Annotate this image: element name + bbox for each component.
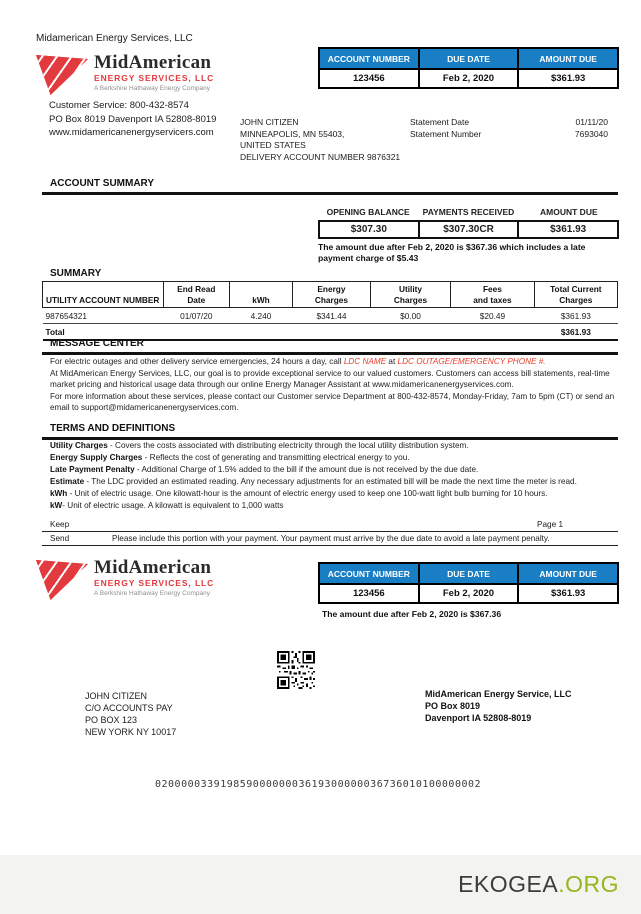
delivery-account-number: DELIVERY ACCOUNT NUMBER 9876321 [240, 151, 401, 162]
account-number-value: 123456 [319, 69, 419, 88]
col-end-read-date: End Read Date [163, 282, 229, 308]
cell-utility-account-number: 987654321 [43, 308, 164, 324]
logo-company-name-bottom: MidAmerican [94, 557, 212, 578]
amount-due-value-bottom: $361.93 [518, 584, 618, 603]
amount-due-header: AMOUNT DUE [518, 48, 618, 69]
col-fees-taxes: Fees and taxes [451, 282, 534, 308]
payer-city: NEW YORK NY 10017 [85, 727, 177, 737]
term-energy-supply-charges: Energy Supply Charges - Reflects the cost of generating and transmitting electrical energy to you. [50, 452, 410, 462]
amount-due-value-2: $361.93 [550, 224, 587, 235]
recipient-city: MINNEAPOLIS, MN 55403, [240, 128, 345, 139]
payee-pobox: PO Box 8019 [425, 701, 481, 711]
message-service-line: At MidAmerican Energy Services, LLC, our goal is to provide exceptional service to our valued customers. Customers can access bill statements, real-time market pricing and historical usage data through our online Energy Manager Assistant at www.midamericanenergyservices.com. [50, 368, 610, 390]
ekogea-logo [458, 871, 619, 898]
company-po-box: PO Box 8019 Davenport IA 52808-8019 [49, 113, 217, 125]
logo-text [94, 53, 214, 92]
logo-tagline-bottom: A Berkshire Hathaway Energy Company [94, 590, 210, 597]
recipient-country: UNITED STATES [240, 140, 306, 150]
ldc-phone-placeholder: LDC OUTAGE/EMERGENCY PHONE #. [397, 357, 546, 366]
account-number-header: ACCOUNT NUMBER [319, 48, 419, 69]
term-estimate: Estimate - The LDC provided an estimated reading. Any necessary adjustments for an estimated bill will be made the next time the meter is read. [50, 476, 577, 486]
company-name-top: Midamerican Energy Services, LLC [36, 33, 193, 44]
summary-table [42, 281, 618, 341]
summary-data-row [43, 308, 618, 324]
company-website: www.midamericanenergyservicers.com [49, 127, 214, 138]
total-label: Total [43, 324, 164, 341]
amount-due-value: $361.93 [518, 69, 618, 88]
midamerican-logo [36, 53, 214, 95]
message-center-heading: MESSAGE CENTER [42, 338, 618, 355]
page-number: Page 1 [537, 520, 563, 529]
summary-heading: SUMMARY [50, 268, 102, 279]
due-date-header: DUE DATE [419, 48, 519, 69]
logo-triangle-icon-bottom [36, 560, 88, 600]
account-number-header-bottom: ACCOUNT NUMBER [319, 563, 419, 584]
logo-text-bottom [94, 558, 214, 597]
term-late-payment-penalty: Late Payment Penalty - Additional Charge of 1.5% added to the bill if the amount due is not received by the due date. [50, 464, 479, 474]
late-payment-note: The amount due after Feb 2, 2020 is $367.36 which includes a late payment charge of $5.43 [318, 242, 586, 263]
term-utility-charges: Utility Charges - Covers the costs associated with distributing electricity through the local utility distribution system. [50, 441, 469, 450]
message-center-body [50, 356, 618, 414]
ekogea-name: EKOGEA [458, 871, 559, 897]
payer-pobox: PO BOX 123 [85, 715, 138, 725]
payments-received-header: PAYMENTS RECEIVED [422, 207, 515, 217]
ldc-name-placeholder: LDC NAME [343, 357, 387, 366]
qr-code [277, 651, 315, 689]
due-date-value: Feb 2, 2020 [419, 69, 519, 88]
amount-due-header-bottom: AMOUNT DUE [518, 563, 618, 584]
account-number-value-bottom: 123456 [319, 584, 419, 603]
cell-total-current-charges: $361.93 [534, 308, 617, 324]
payee-name: MidAmerican Energy Service, LLC [425, 689, 572, 699]
payee-address-block [425, 688, 572, 724]
opening-balance-header: OPENING BALANCE [326, 207, 410, 217]
balance-strip [318, 207, 619, 264]
ekogea-org-suffix: .ORG [558, 871, 619, 897]
cell-end-read-date: 01/07/20 [163, 308, 229, 324]
summary-header-row [43, 282, 618, 308]
amount-after-due-note: The amount due after Feb 2, 2020 is $367.36 [322, 609, 502, 619]
account-summary-box-top [318, 47, 619, 89]
footer-band [0, 855, 641, 914]
total-value: $361.93 [534, 324, 617, 341]
payments-received-value: $307.30CR [420, 222, 520, 237]
keep-row [42, 520, 618, 532]
statement-number-label: Statement Number [410, 128, 482, 139]
send-row [42, 534, 618, 546]
balance-headers [318, 207, 619, 217]
customer-service-block [49, 99, 216, 140]
payer-address-block [85, 690, 176, 738]
recipient-name: JOHN CITIZEN [240, 117, 299, 127]
midamerican-logo-bottom [36, 558, 214, 600]
logo-tagline: A Berkshire Hathaway Energy Company [94, 85, 210, 92]
account-summary-box-bottom [318, 562, 619, 604]
balance-values [318, 220, 619, 239]
send-label: Send [50, 534, 70, 543]
cell-fees-taxes: $20.49 [451, 308, 534, 324]
opening-balance-value: $307.30 [320, 222, 420, 237]
due-date-header-bottom: DUE DATE [419, 563, 519, 584]
keep-label: Keep [50, 520, 70, 529]
terms-heading: TERMS AND DEFINITIONS [42, 423, 618, 440]
term-kwh: kWh - Unit of electric usage. One kilowatt-hour is the amount of electric energy used to keep one 100-watt light bulb burning for 10 hours. [50, 488, 548, 498]
cell-utility-charges: $0.00 [370, 308, 451, 324]
statement-date-value: 01/11/20 [575, 117, 608, 127]
cell-kwh: 4.240 [229, 308, 292, 324]
term-kw: kW- Unit of electric usage. A kilowatt is equivalent to 1,000 watts [50, 500, 284, 510]
col-utility-account-number: UTILITY ACCOUNT NUMBER [43, 282, 164, 308]
col-energy-charges: Energy Charges [293, 282, 371, 308]
payee-city: Davenport IA 52808-8019 [425, 713, 532, 723]
amount-due-header-2: AMOUNT DUE [540, 207, 598, 217]
send-instructions: Please include this portion with your payment. Your payment must arrive by the due date to avoid a late payment penalty. [112, 534, 550, 543]
due-date-value-bottom: Feb 2, 2020 [419, 584, 519, 603]
payer-co: C/O ACCOUNTS PAY [85, 703, 173, 713]
logo-triangle-icon [36, 55, 88, 95]
account-summary-heading: ACCOUNT SUMMARY [42, 178, 618, 195]
message-contact-line: For more information about these services, please contact our Customer service Department at 800-432-8574, Monday-Friday, 7am to 5pm (CT) or send an email to support@midamericanenergyservices.com. [50, 391, 615, 413]
statement-date-label: Statement Date [410, 117, 470, 127]
col-total-current-charges: Total Current Charges [534, 282, 617, 308]
col-utility-charges: Utility Charges [370, 282, 451, 308]
cell-energy-charges: $341.44 [293, 308, 371, 324]
customer-service-phone: Customer Service: 800-432-8574 [49, 100, 189, 111]
statement-date-row [410, 117, 608, 129]
statement-number-row [410, 129, 608, 141]
ocr-payment-line: 02000003391985900000003619300000036736010100000002 [155, 779, 482, 790]
statement-number-value: 7693040 [574, 128, 608, 139]
logo-subtitle: ENERGY SERVICES, LLC [94, 73, 215, 83]
logo-subtitle-bottom: ENERGY SERVICES, LLC [94, 578, 215, 588]
terms-list [50, 440, 618, 511]
payer-name: JOHN CITIZEN [85, 691, 147, 701]
recipient-address-block [240, 117, 400, 163]
statement-info-block [410, 117, 608, 140]
logo-company-name: MidAmerican [94, 52, 212, 73]
col-kwh: kWh [229, 282, 292, 308]
message-outage-line: For electric outages and other delivery service emergencies, 24 hours a day, call LDC NAME at LDC OUTAGE/EMERGENCY PHONE #. [50, 357, 546, 366]
